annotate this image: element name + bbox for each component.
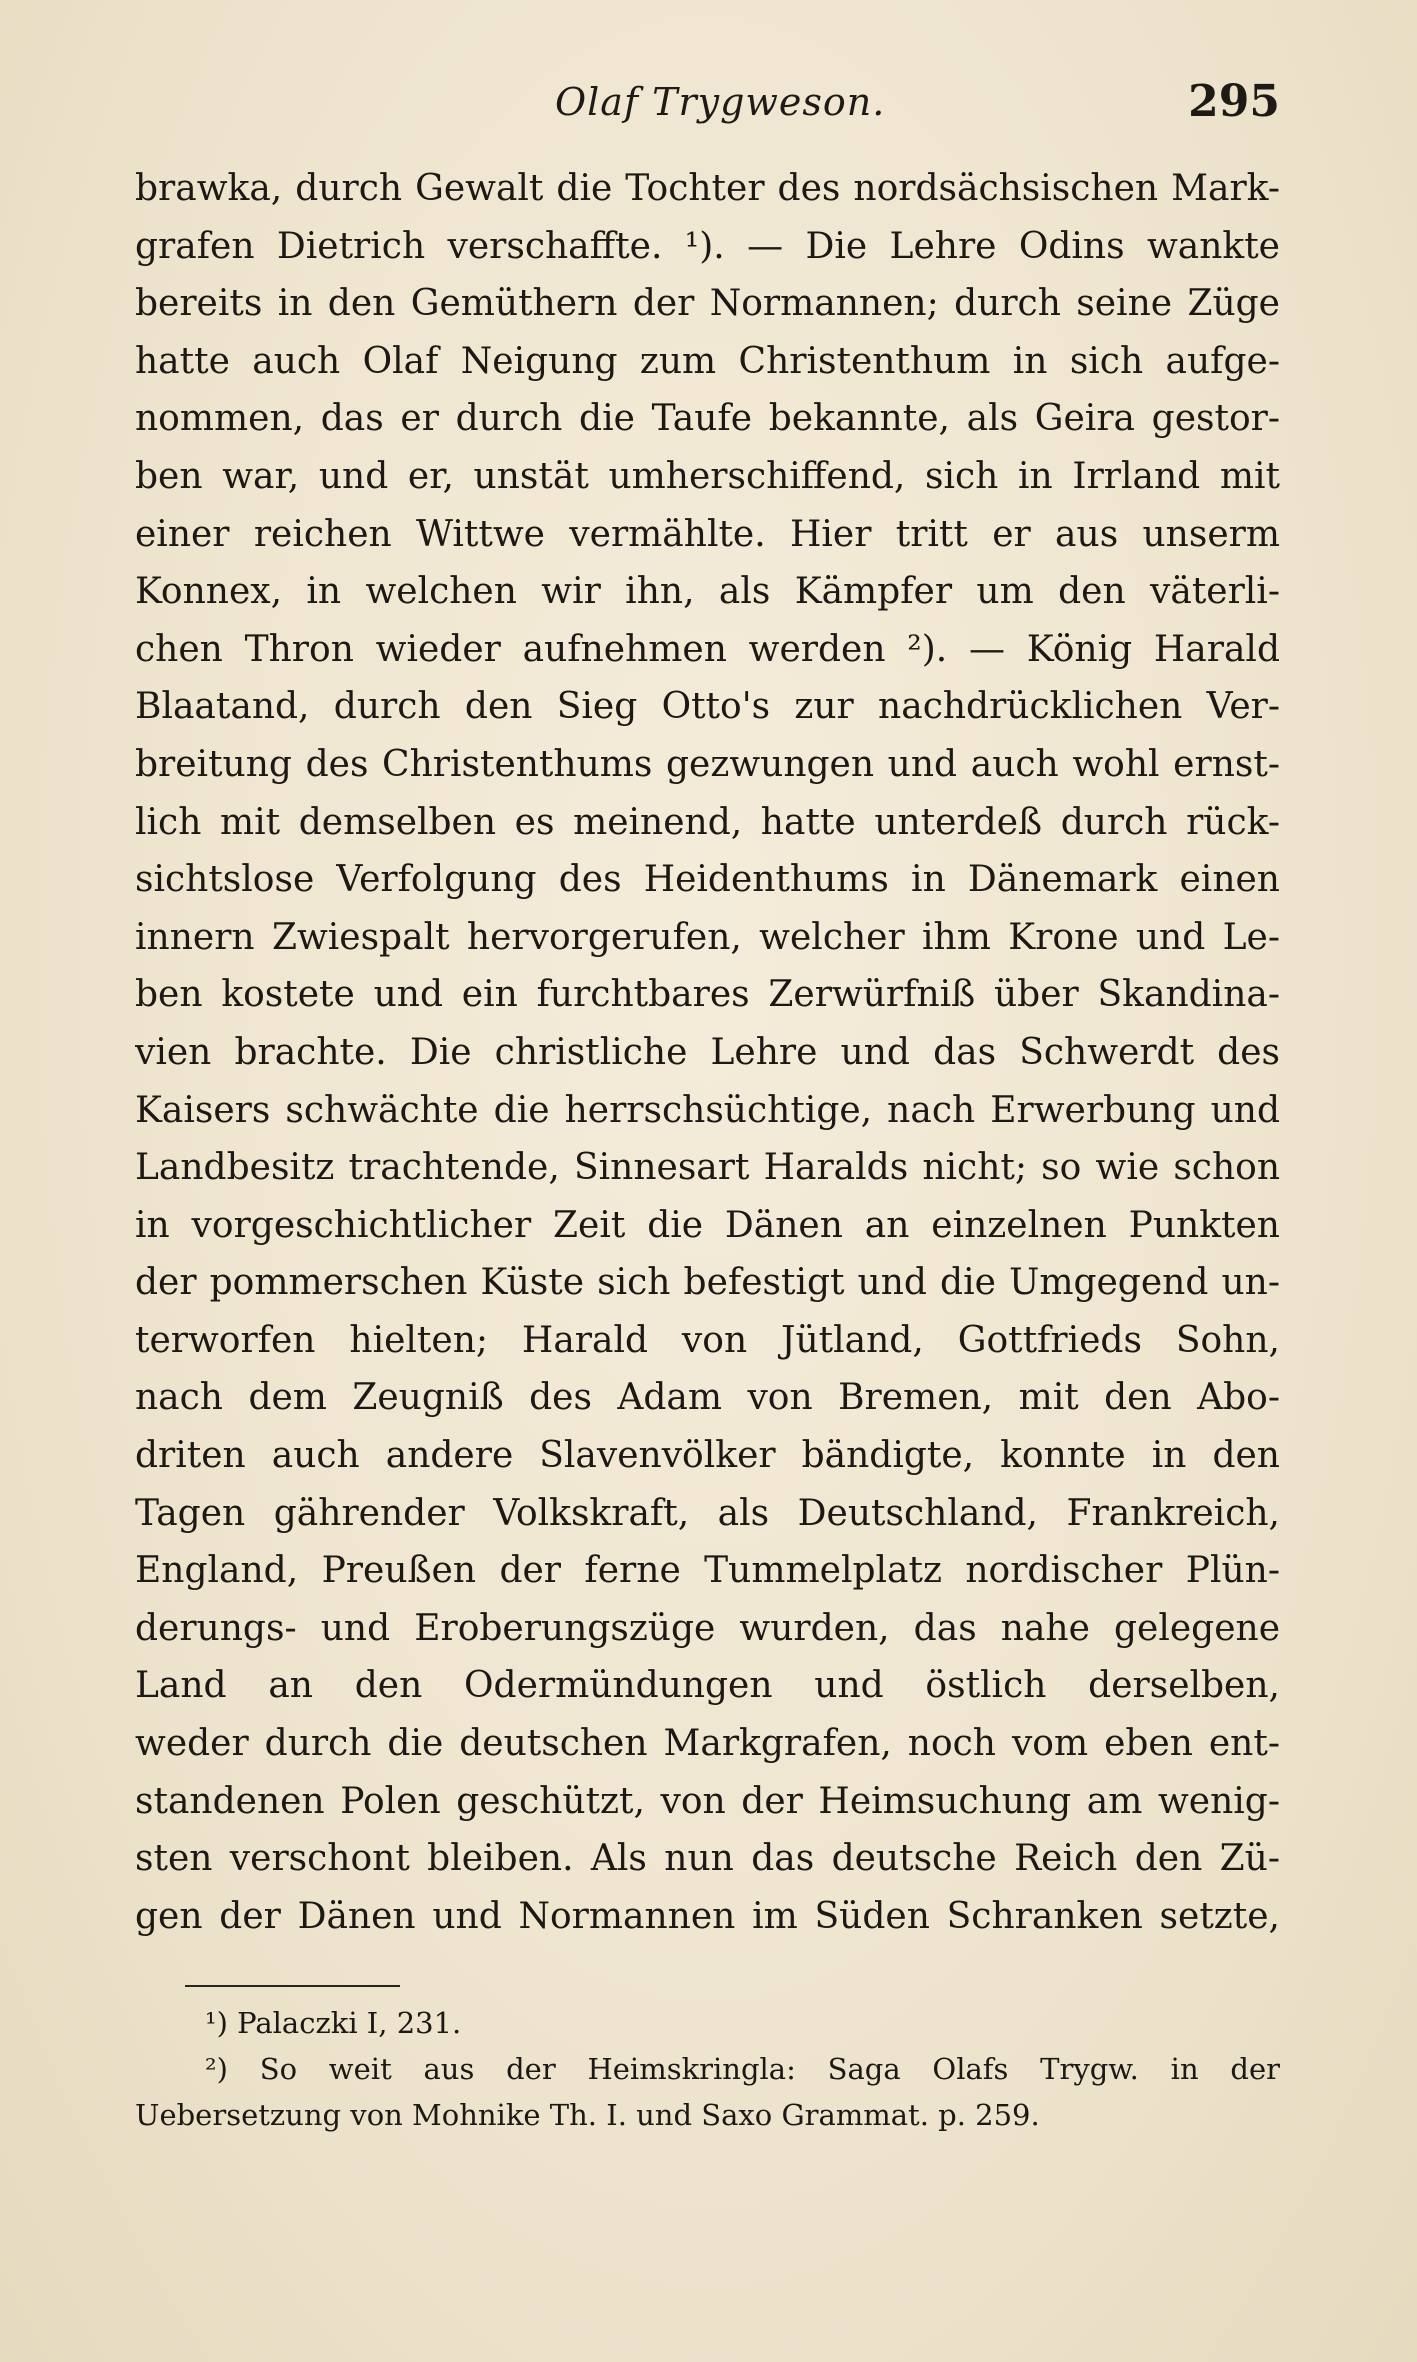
footnote-1: ¹) Palaczki I, 231. [205,2006,462,2040]
page-number: 295 [1188,76,1280,127]
text-line: einer reichen Wittwe vermählte. Hier tritt er aus unserm [135,513,1280,555]
text-line: sichtslose Verfolgung des Heidenthums in Dänemark einen [135,859,1280,901]
text-line: gen der Dänen und Normannen im Süden Schranken setzte, [135,1895,1280,1937]
footnote-divider [185,1985,400,1987]
text-line: Tagen gährender Volkskraft, als Deutschland, Frankreich, [135,1492,1280,1534]
text-line: nommen, das er durch die Taufe bekannte, als Geira gestor- [135,398,1280,440]
text-line: grafen Dietrich verschaffte. ¹). — Die Lehre Odins wankte [135,225,1280,267]
body-text [135,160,1280,1945]
text-line: breitung des Christenthums gezwungen und auch wohl ernst- [135,743,1280,785]
footnote-2-continuation: Uebersetzung von Mohnike Th. I. und Saxo Grammat. p. 259. [135,2098,1040,2132]
text-line: standenen Polen geschützt, von der Heimsuchung am wenig- [135,1780,1280,1822]
text-line: Blaatand, durch den Sieg Otto's zur nachdrücklichen Ver- [135,686,1280,728]
text-line: chen Thron wieder aufnehmen werden ²). — König Harald [135,628,1280,670]
text-line: ben kostete und ein furchtbares Zerwürfniß über Skandina- [135,974,1280,1016]
text-line: weder durch die deutschen Markgrafen, noch vom eben ent- [135,1723,1280,1765]
text-line: England, Preußen der ferne Tummelplatz nordischer Plün- [135,1550,1280,1592]
text-line: nach dem Zeugniß des Adam von Bremen, mit den Abo- [135,1377,1280,1419]
text-line: vien brachte. Die christliche Lehre und das Schwerdt des [135,1031,1280,1073]
text-line: Konnex, in welchen wir ihn, als Kämpfer um den väterli- [135,571,1280,613]
text-line: hatte auch Olaf Neigung zum Christenthum in sich aufge- [135,340,1280,382]
text-line: Land an den Odermündungen und östlich derselben, [135,1665,1280,1707]
text-line: der pommerschen Küste sich befestigt und die Umgegend un- [135,1262,1280,1304]
text-line: brawka, durch Gewalt die Tochter des nordsächsischen Mark- [135,168,1280,209]
text-line: Landbesitz trachtende, Sinnesart Haralds nicht; so wie schon [135,1147,1280,1189]
text-line: in vorgeschichtlicher Zeit die Dänen an einzelnen Punkten [135,1204,1280,1246]
text-line: Kaisers schwächte die herrschsüchtige, nach Erwerbung und [135,1089,1280,1131]
page-header [135,76,1280,140]
text-line: ben war, und er, unstät umherschiffend, sich in Irrland mit [135,455,1280,497]
text-line: innern Zwiespalt hervorgerufen, welcher ihm Krone und Le- [135,916,1280,958]
footnote-2: ²) So weit aus der Heimskringla: Saga Olafs Trygw. in der [205,2052,1280,2086]
text-line: bereits in den Gemüthern der Normannen; durch seine Züge [135,283,1280,325]
text-line: derungs- und Eroberungszüge wurden, das nahe gelegene [135,1607,1280,1649]
text-line: lich mit demselben es meinend, hatte unterdeß durch rück- [135,801,1280,843]
text-line: terworfen hielten; Harald von Jütland, Gottfrieds Sohn, [135,1319,1280,1361]
text-line: driten auch andere Slavenvölker bändigte, konnte in den [135,1435,1280,1477]
text-line: sten verschont bleiben. Als nun das deutsche Reich den Zü- [135,1838,1280,1880]
running-title: Olaf Trygweson. [555,80,886,124]
footnotes [135,2000,1280,2138]
